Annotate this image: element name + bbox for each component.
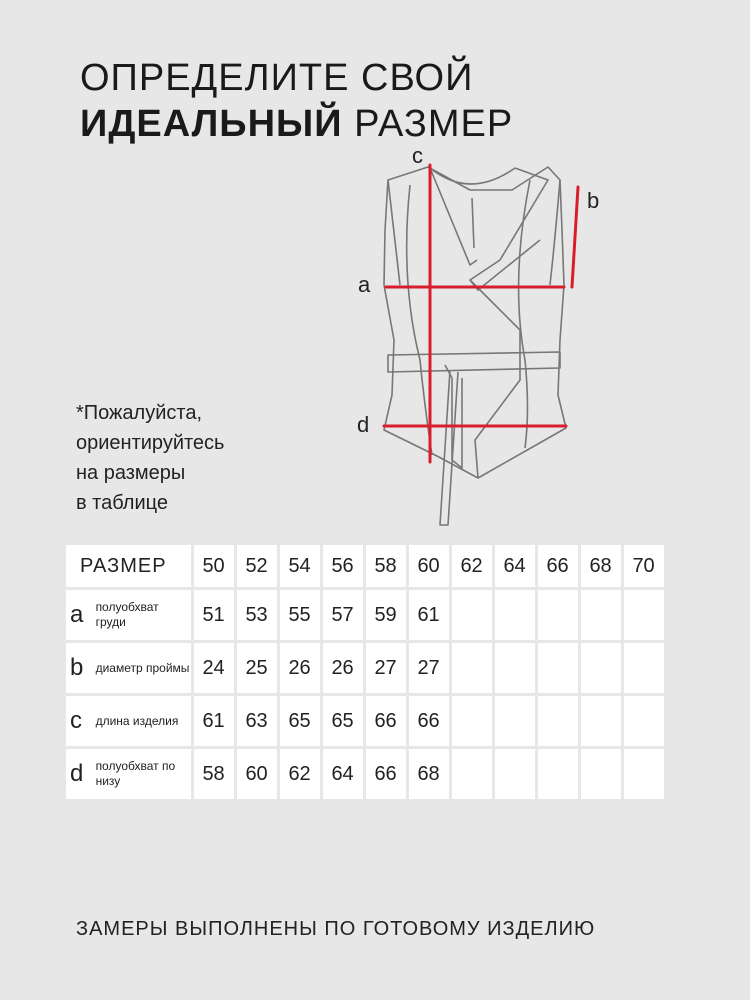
page-title <box>80 55 513 147</box>
table-cell: 25 <box>237 643 277 693</box>
table-cell: 65 <box>280 696 320 746</box>
size-header-cell: 58 <box>366 545 406 587</box>
size-header-cell: 62 <box>452 545 492 587</box>
table-cell <box>538 590 578 640</box>
label-d: d <box>357 412 370 437</box>
row-label <box>66 696 191 746</box>
table-cell <box>624 696 664 746</box>
table-cell: 66 <box>366 696 406 746</box>
table-cell <box>581 696 621 746</box>
table-row <box>66 696 664 746</box>
table-cell <box>624 749 664 799</box>
table-cell: 57 <box>323 590 363 640</box>
title-line-1: ОПРЕДЕЛИТЕ СВОЙ <box>80 57 474 99</box>
label-c: c <box>412 143 423 168</box>
table-cell <box>538 749 578 799</box>
title-rest-word: РАЗМЕР <box>354 103 514 145</box>
table-cell <box>538 643 578 693</box>
table-row <box>66 590 664 640</box>
table-cell <box>581 643 621 693</box>
table-cell: 51 <box>194 590 234 640</box>
row-label <box>66 643 191 693</box>
size-header-row <box>66 545 664 587</box>
table-cell: 63 <box>237 696 277 746</box>
table-cell <box>452 696 492 746</box>
table-cell: 27 <box>366 643 406 693</box>
table-cell: 61 <box>409 590 449 640</box>
table-cell <box>624 643 664 693</box>
vest-outline <box>384 167 566 525</box>
table-cell: 53 <box>237 590 277 640</box>
size-header-cell: 54 <box>280 545 320 587</box>
row-desc: диаметр проймы <box>95 660 190 675</box>
table-cell: 66 <box>366 749 406 799</box>
vest-diagram <box>350 140 620 540</box>
size-header-cell: 64 <box>495 545 535 587</box>
table-cell <box>495 643 535 693</box>
row-desc: полуобхват груди <box>95 600 159 629</box>
table-cell: 68 <box>409 749 449 799</box>
table-cell: 26 <box>323 643 363 693</box>
row-label <box>66 590 191 640</box>
table-row <box>66 643 664 693</box>
table-cell: 61 <box>194 696 234 746</box>
size-header-cell: 66 <box>538 545 578 587</box>
row-letter: b <box>70 654 84 681</box>
table-cell: 24 <box>194 643 234 693</box>
size-header-label: РАЗМЕР <box>66 545 191 587</box>
row-letter: a <box>70 601 84 628</box>
table-cell <box>495 749 535 799</box>
note-line: *Пожалуйста, <box>76 402 203 424</box>
table-cell: 55 <box>280 590 320 640</box>
row-desc: длина изделия <box>95 713 179 728</box>
table-cell: 26 <box>280 643 320 693</box>
measure-line-b <box>572 187 578 287</box>
table-cell: 62 <box>280 749 320 799</box>
table-cell: 59 <box>366 590 406 640</box>
size-header-cell: 60 <box>409 545 449 587</box>
table-cell: 64 <box>323 749 363 799</box>
size-note <box>76 398 224 518</box>
table-cell <box>538 696 578 746</box>
table-cell <box>452 643 492 693</box>
label-b: b <box>587 188 600 213</box>
note-line: ориентируйтесь <box>76 432 225 454</box>
table-cell <box>452 590 492 640</box>
table-cell: 58 <box>194 749 234 799</box>
table-cell <box>624 590 664 640</box>
size-table <box>63 542 667 802</box>
row-desc: полуобхват по низу <box>95 759 176 788</box>
size-header-cell: 68 <box>581 545 621 587</box>
measure-lines <box>384 165 578 462</box>
table-cell: 60 <box>237 749 277 799</box>
table-cell <box>581 590 621 640</box>
row-letter: c <box>70 707 82 734</box>
footer-note: ЗАМЕРЫ ВЫПОЛНЕНЫ ПО ГОТОВОМУ ИЗДЕЛИЮ <box>76 918 596 940</box>
row-label <box>66 749 191 799</box>
table-cell <box>581 749 621 799</box>
size-header-cell: 52 <box>237 545 277 587</box>
table-cell <box>452 749 492 799</box>
note-line: в таблице <box>76 492 168 514</box>
row-letter: d <box>70 760 84 787</box>
size-header-cell: 50 <box>194 545 234 587</box>
table-cell: 27 <box>409 643 449 693</box>
table-cell: 66 <box>409 696 449 746</box>
title-bold-word: ИДЕАЛЬНЫЙ <box>80 103 343 145</box>
size-header-cell: 56 <box>323 545 363 587</box>
table-row <box>66 749 664 799</box>
table-cell <box>495 696 535 746</box>
table-cell: 65 <box>323 696 363 746</box>
table-cell <box>495 590 535 640</box>
label-a: a <box>358 272 371 297</box>
size-header-cell: 70 <box>624 545 664 587</box>
note-line: на размеры <box>76 462 186 484</box>
